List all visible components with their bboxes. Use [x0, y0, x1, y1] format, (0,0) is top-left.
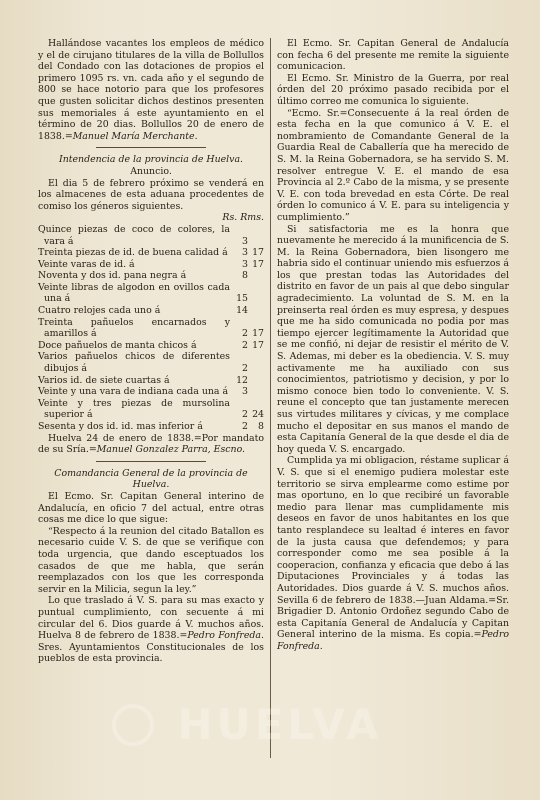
capitan-general-p2: El Ecmo. Sr. Ministro de la Guerra, por real órden del 20 próximo pasado recibida por el último correo me comunica lo siguiente. [277, 72, 509, 107]
comandancia-signature: Pedro Fonfreda. [187, 630, 264, 642]
goods-item-reales: 3 [242, 247, 248, 259]
goods-item-description: Varios pañuelos chicos de diferentes dibujos á [38, 351, 230, 375]
goods-item-description: Varios id. de siete cuartas á [38, 374, 170, 386]
capitan-general-signature: Pedro Fonfreda. [277, 629, 509, 652]
goods-item-description: Treinta pañuelos encarnados y amarillos á [38, 316, 230, 340]
goods-item-reales: 2 [242, 409, 248, 421]
capitan-general-p1: El Ecmo. Sr. Capitan General de Andalucía con fecha 6 del presente me remite la siguiente comunicacion. [277, 38, 509, 73]
intendencia-close-text: Huelva 24 de enero de 1838.=Por mandato de su Sría.= [38, 432, 264, 456]
section-rule [96, 461, 206, 462]
archive-logo-icon [112, 704, 154, 746]
goods-item [38, 421, 264, 433]
goods-item [38, 351, 264, 374]
goods-item [38, 340, 264, 352]
goods-item-reales: 14 [236, 305, 248, 317]
goods-item [38, 375, 264, 387]
capitan-general-p4: Si satisfactoria me es la honra que nuevamente he merecido á la munificencia de S. M. la Reina Gobernadora, bien lisongero me habria sido el continuar uniendo mis esfuerzos á los que prestan todas las Autoridades del distrito en favor de un pais al que debo singular agradecimiento. La voluntad de S. M. en la preinserta real órden es muy espresa, y despues que me ha sido comunicada no podia por mas tiempo ejercer legítimamente la Autoridad que se me confió, ni dejar de resistir el mérito de V. S. Ademas, mi deber es la obediencia. V. S. muy activamente me ha auxiliado con sus conocimientos, patriotismo y decision, y por lo mismo conoce bien todo lo conveniente. V. S. reune el concepto que tan justamente merecen sus virtudes militares y cívicas, y me complace mucho el depositar en sus manos el mando de esta Capitanía General de la que desde el dia de hoy queda V. S. encargado. [277, 223, 509, 455]
right-column [277, 38, 509, 652]
comandancia-p2: “Respecto á la reunion del citado Batallon es necesario cuide V. S. de que se verifique con toda urgencia, que dando esceptuados los casados de que me habla, que serán reemplazados con los que les corresponda servir en la Milicia, segun la ley.” [38, 525, 264, 595]
capitan-general-p5 [277, 455, 509, 652]
goods-item-description: Doce pañuelos de manta chicos á [38, 339, 197, 351]
goods-item [38, 270, 264, 282]
comandancia-title: Comandancia General de la provincia de Huelva. [54, 467, 248, 491]
goods-item [38, 398, 264, 421]
goods-item [38, 247, 264, 259]
comandancia-p3 [38, 595, 264, 665]
goods-item [38, 317, 264, 340]
comandancia-p3-text: Lo que traslado á V. S. para su mas exacto y puntual cumplimiento, con secuente á mi circular del 6. Dios guarde á V. muchos años. Huelva 8 de febrero de 1838.= [38, 595, 264, 642]
bollullos-text: Hallándose vacantes los empleos de médico y el de cirujano titulares de la villa de Bollullos del Condado con las dotaciones de propios el primero 1095 rs. vn. cada año y el segundo de 800 se hace notorio para que los profesores que gusten solicitar dichos destinos presenten sus memoriales á este ayuntamiento en el término de 20 dias. Bollullos 20 de enero de 1838.= [38, 38, 264, 142]
goods-item-description: Sesenta y dos id. id. mas inferior á [38, 421, 203, 432]
column-divider [270, 38, 271, 758]
section-rule [96, 147, 206, 148]
capitan-general-p3: “Ecmo. Sr.=Consecuente á la real órden de esta fecha en la que comunico á V. E. el nombramiento de Comandante General de la Guardia Real de Caballería que ha merecido de S. M. la Reina Gobernadora, se ha servido S. M. resolver entregue V. E. el mando de esa Provincia al 2.º Cabo de la misma, y se presente V. E. con toda brevedad en esta Córte. De real órden lo comunico á V. E. para su inteligencia y cumplimiento.” [277, 107, 509, 223]
goods-item-description: Quince piezas de coco de colores, la vara á [38, 223, 230, 247]
goods-item-reales: 2 [242, 328, 248, 340]
column-header-rs-rms: Rs. Rms. [222, 212, 264, 224]
goods-item [38, 224, 264, 247]
bollullos-signature: Manuel María Merchante. [72, 130, 198, 142]
comandancia-addressee: Sres. Ayuntamientos Constitucionales de los pueblos de esta provincia. [38, 641, 264, 665]
goods-item-reales: 8 [242, 270, 248, 282]
goods-item-reales: 3 [242, 235, 248, 247]
capitan-general-p5-text: Cumplida ya mi obligacion, réstame suplicar á V. S. que si el enemigo pudiera molestar este territorio se sirva emplearme como estime por mas oportuno, en lo que recibiré un favorable medio para llenar mas cumplidamente mis deseos en favor de unos habitantes en los que tanto resplandece su lealtad é interes en favor de la justa causa que defendemos; y para corresponder como me sea posible á la cooperacion, confianza y eficacia que debo á las Diputaciones Provinciales y á todas las Autoridades. Dios guarde á V. S. muchos años. Sevilla 6 de febrero de 1838.—Juan Aldama.=Sr. Brigadier D. Antonio Ordoñez segundo Cabo de esta Capitanía General de Andalucía y Capitan General interino de la misma. Es copia.= [277, 455, 509, 641]
goods-item [38, 282, 264, 305]
goods-item-maravedis: 24 [252, 409, 264, 421]
goods-item-description: Veinte y una vara de indiana cada una á [38, 386, 229, 398]
anuncio-text: El dia 5 de febrero próximo se venderá en los almacenes de esta aduana procedentes de comiso los géneros siguientes. [38, 177, 264, 212]
goods-item-reales: 12 [236, 374, 248, 386]
goods-item-reales: 2 [242, 363, 248, 375]
left-column [38, 38, 264, 665]
comandancia-p1: El Ecmo. Sr. Capitan General interino de Andalucía, en oficio 7 del actual, entre otras cosas me dice lo que sigue: [38, 490, 264, 526]
anuncio-subtitle: Anuncio. [130, 165, 172, 177]
goods-item-reales: 15 [236, 293, 248, 305]
goods-item [38, 259, 264, 271]
goods-item-description: Veinte y tres piezas de mursolina superior á [38, 397, 230, 421]
archive-watermark: HUELVA [177, 700, 383, 749]
goods-item-description: Cuatro relojes cada uno á [38, 305, 161, 317]
goods-item [38, 305, 264, 317]
intendencia-close [38, 433, 264, 456]
goods-list [38, 224, 264, 433]
goods-item-maravedis: 17 [252, 339, 264, 351]
goods-item [38, 386, 264, 398]
goods-item-description: Noventa y dos id. pana negra á [38, 270, 187, 282]
goods-item-maravedis: 17 [252, 258, 264, 270]
goods-item-description: Treinta piezas de id. de buena calidad á [38, 247, 228, 259]
goods-item-description: Veinte varas de id. á [38, 258, 135, 270]
goods-item-description: Veinte libras de algodon en ovillos cada una á [38, 281, 230, 305]
bollullos-notice [38, 38, 264, 142]
intendencia-signature: Manuel Gonzalez Parra, Escno. [96, 444, 246, 456]
goods-item-reales: 3 [242, 258, 248, 270]
goods-item-maravedis: 8 [258, 421, 264, 432]
goods-item-reales: 2 [242, 339, 248, 351]
goods-item-reales: 3 [242, 386, 248, 398]
goods-item-maravedis: 17 [252, 328, 264, 340]
goods-item-maravedis: 17 [252, 247, 264, 259]
intendencia-title: Intendencia de la provincia de Huelva. [58, 154, 244, 166]
goods-item-reales: 2 [242, 421, 248, 432]
